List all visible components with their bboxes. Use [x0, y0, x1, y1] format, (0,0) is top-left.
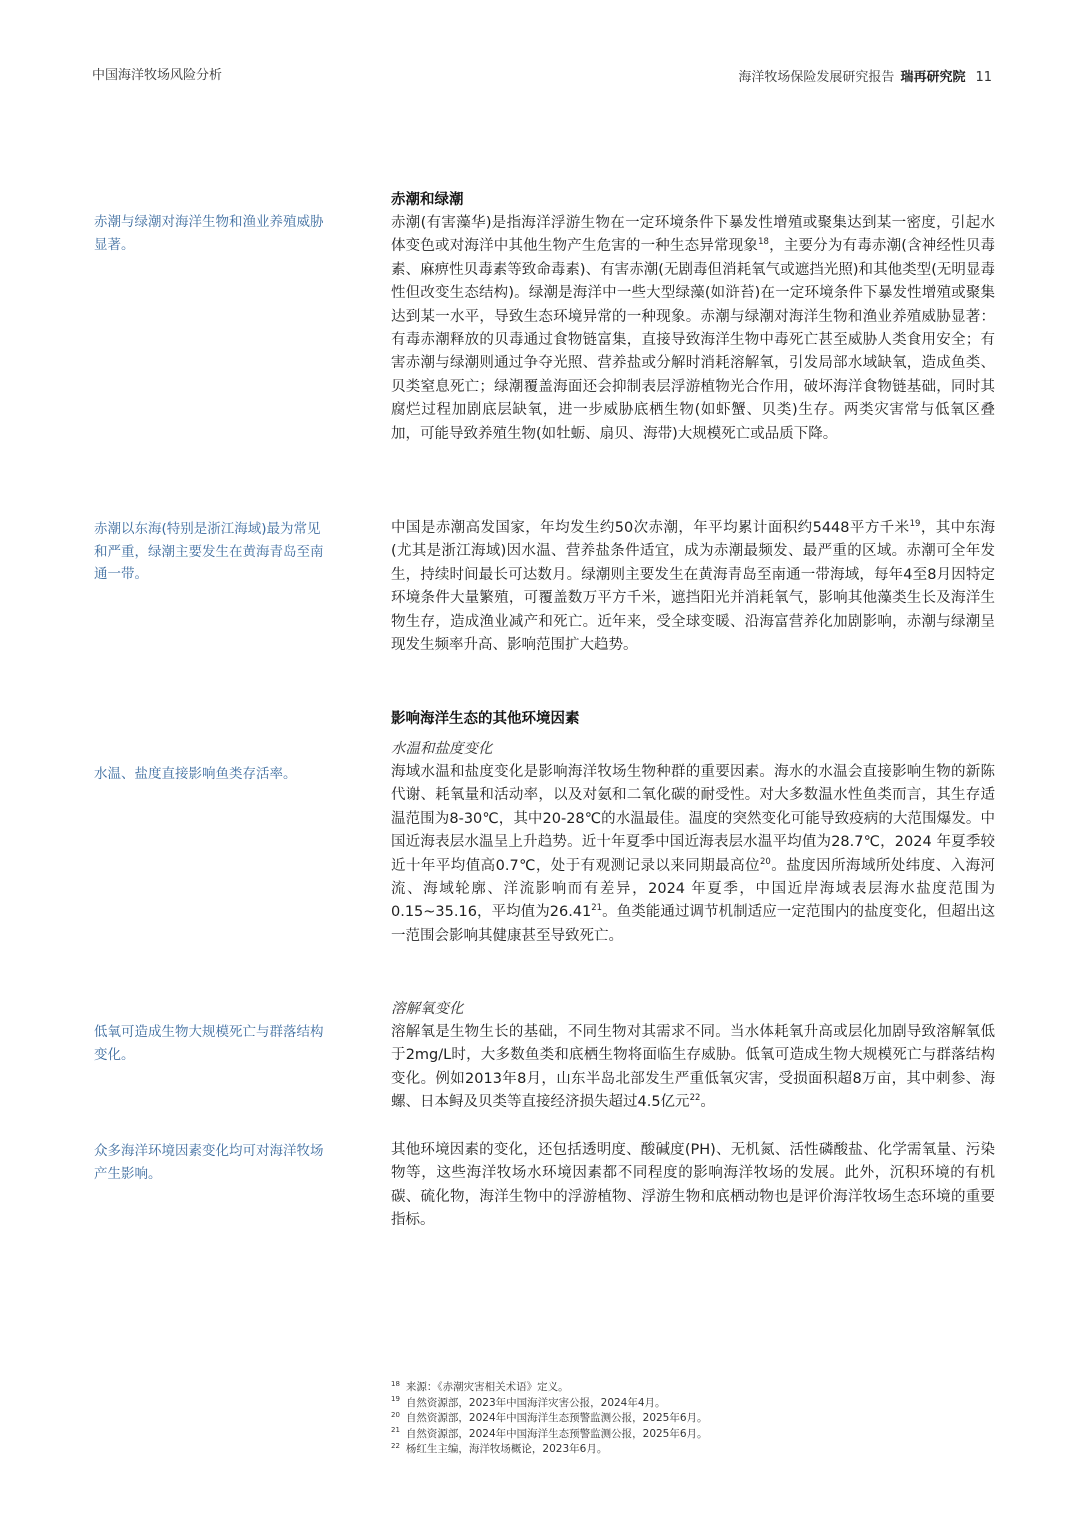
header-report-info — [738, 66, 992, 85]
footnote-18: $^{18}$ 来源：《赤潮灾害相关术语》定义。 — [391, 1379, 569, 1393]
footnote-21: $^{21}$ 自然资源部，2024年中国海洋生态预警监测公报，2025年6月。 — [391, 1426, 708, 1440]
sidenote-east-sea: 赤潮以东海(特别是浙江海域)最为常见和严重，绿潮主要发生在黄海青岛至南通一带。 — [94, 521, 324, 582]
footnote-20: $^{20}$ 自然资源部，2024年中国海洋生态预警监测公报，2025年6月。 — [391, 1410, 708, 1424]
paragraph-temperature-salinity: 海域水温和盐度变化是影响海洋牧场生物种群的重要因素。海水的水温会直接影响生物的新陈代谢、耗氧量和活动率，以及对氨和二氧化碳的耐受性。对大多数温水性鱼类而言，其生存适温范围为8-30℃，其中20-28℃的水温最佳。温度的突然变化可能导致疫病的大范围爆发。中国近海表层水温呈上升趋势。近十年夏季中国近海表层水温平均值为28.7℃，2024 年夏季较近十年平均值高0.7℃，处于有观测记录以来同期最高位$^{20}$。盐度因所海域所处纬度、入海河流、海域轮廓、洋流影响而有差异，2024 年夏季，中国近岸海域表层海水盐度范围为0.15~35.16，平均值为26.41$^{21}$。鱼类能通过调节机制适应一定范围内的盐度变化，但超出这一范围会影响其健康甚至导致死亡。 — [391, 764, 996, 944]
sidenote-temperature-salinity: 水温、盐度直接影响鱼类存活率。 — [94, 766, 297, 782]
header-report-title: 海洋牧场保险发展研究报告 — [738, 70, 895, 85]
footnote-ref-19: 19 — [909, 519, 921, 530]
paragraph-red-tide-china: 中国是赤潮高发国家，年均发生约50次赤潮，年平均累计面积约5448平方千米$^{19}$，其中东海(尤其是浙江海域)因水温、营养盐条件适宜，成为赤潮最频发、最严重的区域。赤潮可全年发生，持续时间最长可达数月。绿潮则主要发生在黄海青岛至南通一带海域，每年4至8月因特定环境条件大量繁殖，可覆盖数万平方千米，遮挡阳光并消耗氧气，影响其他藻类生长及海洋生物生存，造成渔业减产和死亡。近年来，受全球变暖、沿海富营养化加剧影响，赤潮与绿潮呈现发生频率升高、影响范围扩大趋势。 — [391, 519, 996, 654]
paragraph-dissolved-oxygen: 溶解氧是生物生长的基础，不同生物对其需求不同。当水体耗氧升高或层化加剧导致溶解氧低于2mg/L时，大多数鱼类和底栖生物将面临生存威胁。低氧可造成生物大规模死亡与群落结构变化。例如2013年8月，山东半岛北部发生严重低氧灾害，受损面积超8万亩，其中刺参、海螺、日本鲟及贝类等直接经济损失超过4.5亿元$^{22}$。 — [391, 1024, 995, 1111]
sidenote-other-factors: 众多海洋环境因素变化均可对海洋牧场产生影响。 — [94, 1143, 324, 1182]
section-red-green-tide — [391, 188, 995, 446]
section-heading: 赤潮和绿潮 — [391, 192, 464, 208]
subheading-dissolved-oxygen: 溶解氧变化 — [391, 1001, 464, 1017]
sidenote-hypoxia: 低氧可造成生物大规模死亡与群落结构变化。 — [94, 1024, 324, 1063]
section-heading: 影响海洋生态的其他环境因素 — [391, 711, 580, 727]
paragraph-other-indicators: 其他环境因素的变化，还包括透明度、酸碱度(PH)、无机氮、活性磷酸盐、化学需氧量、污染物等，这些海洋牧场水环境因素都不同程度的影响海洋牧场的发展。此外，沉积环境的有机碳、硫化物，海洋生物中的浮游植物、浮游生物和底栖动物也是评价海洋牧场生态环境的重要指标。 — [391, 1142, 995, 1229]
subheading-temperature-salinity: 水温和盐度变化 — [391, 741, 493, 757]
footnote-22: $^{22}$ 杨红生主编，海洋牧场概论，2023年6月。 — [391, 1441, 608, 1455]
footnote-19: $^{19}$ 自然资源部，2023年中国海洋灾害公报，2024年4月。 — [391, 1395, 666, 1409]
section-red-tide-china — [391, 517, 995, 657]
footnote-ref-22: 22 — [689, 1093, 701, 1104]
page-number: 11 — [975, 70, 992, 85]
paragraph-red-tide-definition: 赤潮(有害藻华)是指海洋浮游生物在一定环境条件下暴发性增殖或聚集达到某一密度，引起水体变色或对海洋中其他生物产生危害的一种生态异常现象$^{18}$，主要分为有毒赤潮(含神经性贝毒素、麻痹性贝毒素等致命毒素)、有害赤潮(无剧毒但消耗氧气或遮挡光照)和其他类型(无明显毒性但改变生态结构)。绿潮是海洋中一些大型绿藻(如浒苔)在一定环境条件下暴发性增殖或聚集达到某一水平，导致生态环境异常的一种现象。赤潮与绿潮对海洋生物和渔业养殖威胁显著：有毒赤潮释放的贝毒通过食物链富集，直接导致海洋生物中毒死亡甚至威胁人类食用安全；有害赤潮与绿潮则通过争夺光照、营养盐或分解时消耗溶解氧，引发局部水域缺氧，造成鱼类、贝类窒息死亡；绿潮覆盖海面还会抑制表层浮游植物光合作用，破坏海洋食物链基础，同时其腐烂过程加剧底层缺氧，进一步威胁底栖生物(如虾蟹、贝类)生存。两类灾害常与低氧区叠加，可能导致养殖生物(如牡蛎、扇贝、海带)大规模死亡或品质下降。 — [391, 215, 996, 442]
section-dissolved-oxygen — [391, 997, 995, 1115]
header-chapter-title: 中国海洋牧场风险分析 — [92, 68, 223, 83]
footnote-ref-21: 21 — [591, 903, 603, 914]
footnote-ref-18: 18 — [758, 237, 769, 248]
header-institute: 瑞再研究院 — [900, 70, 966, 85]
sidenote-red-green-tide: 赤潮与绿潮对海洋生物和渔业养殖威胁显著。 — [94, 214, 324, 253]
footnote-ref-20: 20 — [760, 856, 771, 867]
footnotes — [391, 1380, 995, 1458]
section-other-factors — [391, 707, 995, 948]
section-other-indicators — [391, 1139, 995, 1233]
